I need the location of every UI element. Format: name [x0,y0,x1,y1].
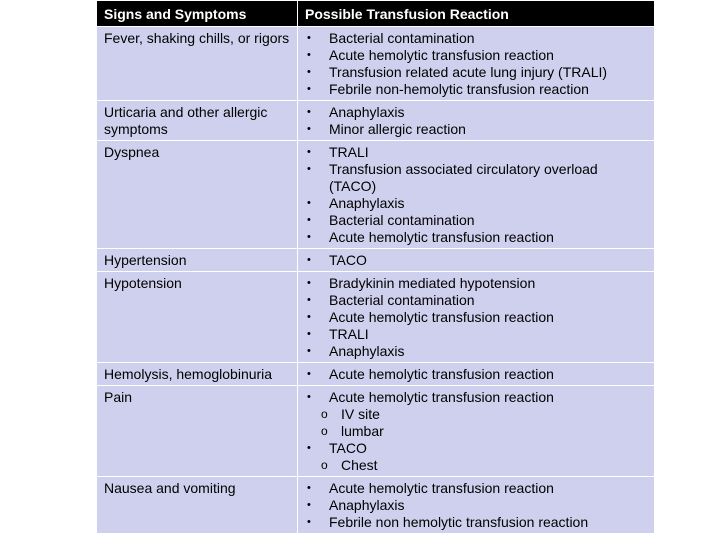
reaction-item: • Anaphylaxis [305,104,647,121]
reaction-item: • Anaphylaxis [305,497,647,514]
reaction-subitem: o Chest [305,457,647,474]
reaction-item: • Transfusion associated circulatory overload (TACO) [305,161,647,195]
reaction-list [305,104,647,138]
reaction-list [305,30,647,98]
header-signs-symptoms: Signs and Symptoms [97,1,298,27]
table-row [97,386,655,477]
reactions-cell [298,101,655,141]
table-row [97,141,655,249]
symptom-cell: Hypertension [97,249,298,272]
reaction-item: • Transfusion related acute lung injury (TRALI) [305,64,647,81]
table-row [97,249,655,272]
symptom-cell: Dyspnea [97,141,298,249]
symptom-cell: Nausea and vomiting [97,477,298,534]
symptom-cell: Hypotension [97,272,298,363]
reaction-list [305,252,647,269]
reaction-list [305,366,647,383]
reactions-cell [298,249,655,272]
reactions-cell [298,386,655,477]
reaction-item: • Bradykinin mediated hypotension [305,275,647,292]
reaction-subitem: o IV site [305,406,647,423]
reaction-list [305,480,647,531]
header-possible-reaction: Possible Transfusion Reaction [298,1,655,27]
table-row [97,272,655,363]
header-row [97,1,655,27]
reactions-cell [298,477,655,534]
transfusion-reaction-table [96,0,655,534]
table-row [97,363,655,386]
symptom-cell: Hemolysis, hemoglobinuria [97,363,298,386]
reaction-item: • Febrile non hemolytic transfusion reaction [305,514,647,531]
symptom-cell: Urticaria and other allergic symptoms [97,101,298,141]
reaction-item: • Bacterial contamination [305,30,647,47]
reaction-subitem: o lumbar [305,423,647,440]
reactions-cell [298,141,655,249]
reaction-item: • Minor allergic reaction [305,121,647,138]
reaction-item: • Acute hemolytic transfusion reaction [305,47,647,64]
reactions-cell [298,363,655,386]
reaction-item: • Anaphylaxis [305,343,647,360]
reaction-item: • Acute hemolytic transfusion reaction [305,480,647,497]
reaction-item: • Acute hemolytic transfusion reaction [305,389,647,406]
reactions-cell [298,27,655,101]
reaction-item: • TACO [305,440,647,457]
reaction-item: • Bacterial contamination [305,212,647,229]
reaction-item: • Acute hemolytic transfusion reaction [305,229,647,246]
symptom-cell: Fever, shaking chills, or rigors [97,27,298,101]
reaction-item: • Acute hemolytic transfusion reaction [305,366,647,383]
reaction-item: • Anaphylaxis [305,195,647,212]
table-row [97,27,655,101]
reaction-list [305,389,647,474]
reaction-item: • Bacterial contamination [305,292,647,309]
reaction-item: • TRALI [305,144,647,161]
table-row [97,101,655,141]
reactions-cell [298,272,655,363]
reaction-item: • Febrile non-hemolytic transfusion reaction [305,81,647,98]
table-row [97,477,655,534]
reaction-list [305,144,647,246]
reaction-item: • TRALI [305,326,647,343]
reaction-item: • Acute hemolytic transfusion reaction [305,309,647,326]
symptom-cell: Pain [97,386,298,477]
reaction-list [305,275,647,360]
reaction-item: • TACO [305,252,647,269]
